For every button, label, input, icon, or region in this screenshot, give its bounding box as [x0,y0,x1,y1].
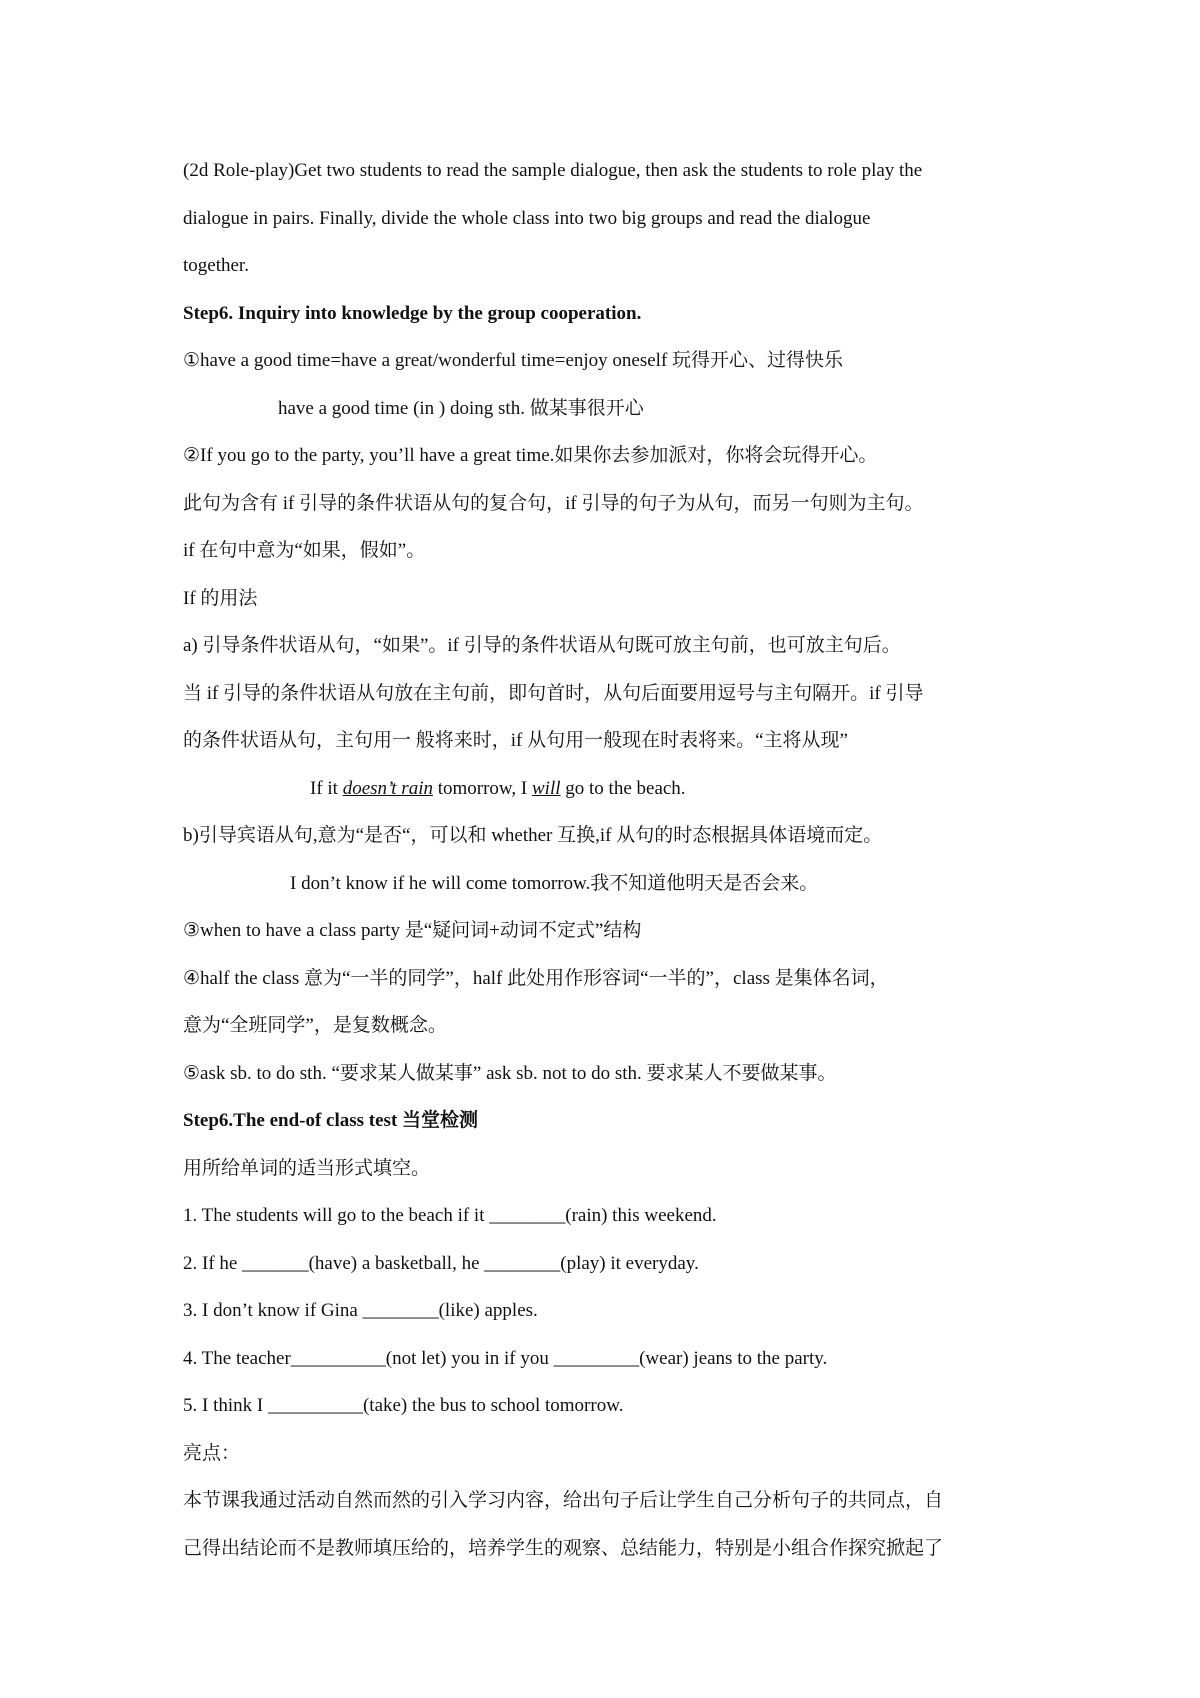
example-underlined: will [532,778,561,799]
point-4: ④half the class 意为“一半的同学”，half 此处用作形容词“一半的”，class 是集体名词， [183,968,889,989]
paragraph-line: 己得出结论而不是教师填压给的，培养学生的观察、总结能力，特别是小组合作探究掀起了 [183,1538,944,1559]
subheading: If 的用法 [183,588,258,609]
exercise-item: 1. The students will go to the beach if it ________(rain) this weekend. [183,1205,717,1226]
paragraph-line: a) 引导条件状语从句，“如果”。if 引导的条件状语从句既可放主句前，也可放主句后。 [183,635,901,656]
paragraph-line: 此句为含有 if 引导的条件状语从句的复合句，if 引导的句子为从句，而另一句则为主句。 [183,493,924,514]
highlights-label: 亮点： [183,1443,241,1464]
paragraph-line: 的条件状语从句，主句用一 般将来时，if 从句用一般现在时表将来。“主将从现” [183,730,848,751]
point-3: ③when to have a class party 是“疑问词+动词不定式”结构 [183,920,642,941]
point-5: ⑤ask sb. to do sth. “要求某人做某事” ask sb. not to do sth. 要求某人不要做某事。 [183,1063,837,1084]
point-1: ①have a good time=have a great/wonderful time=enjoy oneself 玩得开心、过得快乐 [183,350,844,371]
example-text: If it [310,778,343,799]
example-underlined: doesn’t rain [342,778,433,799]
paragraph-line: dialogue in pairs. Finally, divide the whole class into two big groups and read the dialogue [183,208,871,229]
section-heading: Step6. Inquiry into knowledge by the group cooperation. [183,303,642,324]
paragraph-line: 意为“全班同学”，是复数概念。 [183,1015,447,1036]
point-1-example: have a good time (in ) doing sth. 做某事很开心 [278,398,644,419]
paragraph-line: (2d Role-play)Get two students to read the sample dialogue, then ask the students to role play the [183,160,923,181]
paragraph-line: 当 if 引导的条件状语从句放在主句前，即句首时，从句后面要用逗号与主句隔开。if 引导 [183,683,924,704]
exercise-item: 4. The teacher__________(not let) you in if you _________(wear) jeans to the party. [183,1348,828,1369]
example-text: go to the beach. [560,778,686,799]
paragraph-line: if 在句中意为“如果，假如”。 [183,540,426,561]
paragraph-line: b)引导宾语从句,意为“是否“，可以和 whether 互换,if 从句的时态根据具体语境而定。 [183,825,883,846]
exercise-item: 3. I don’t know if Gina ________(like) apples. [183,1300,538,1321]
paragraph-line: together. [183,255,249,276]
paragraph-line: 本节课我通过活动自然而然的引入学习内容，给出句子后让学生自己分析句子的共同点，自 [183,1490,944,1511]
instruction: 用所给单词的适当形式填空。 [183,1158,431,1179]
exercise-item: 2. If he _______(have) a basketball, he ________(play) it everyday. [183,1253,699,1274]
example-sentence [310,776,686,802]
point-2: ②If you go to the party, you’ll have a great time.如果你去参加派对，你将会玩得开心。 [183,445,878,466]
example-text: tomorrow, I [432,778,532,799]
exercise-item: 5. I think I __________(take) the bus to school tomorrow. [183,1395,624,1416]
section-heading: Step6.The end-of class test 当堂检测 [183,1110,479,1131]
example-sentence: I don’t know if he will come tomorrow.我不知道他明天是否会来。 [290,873,819,894]
